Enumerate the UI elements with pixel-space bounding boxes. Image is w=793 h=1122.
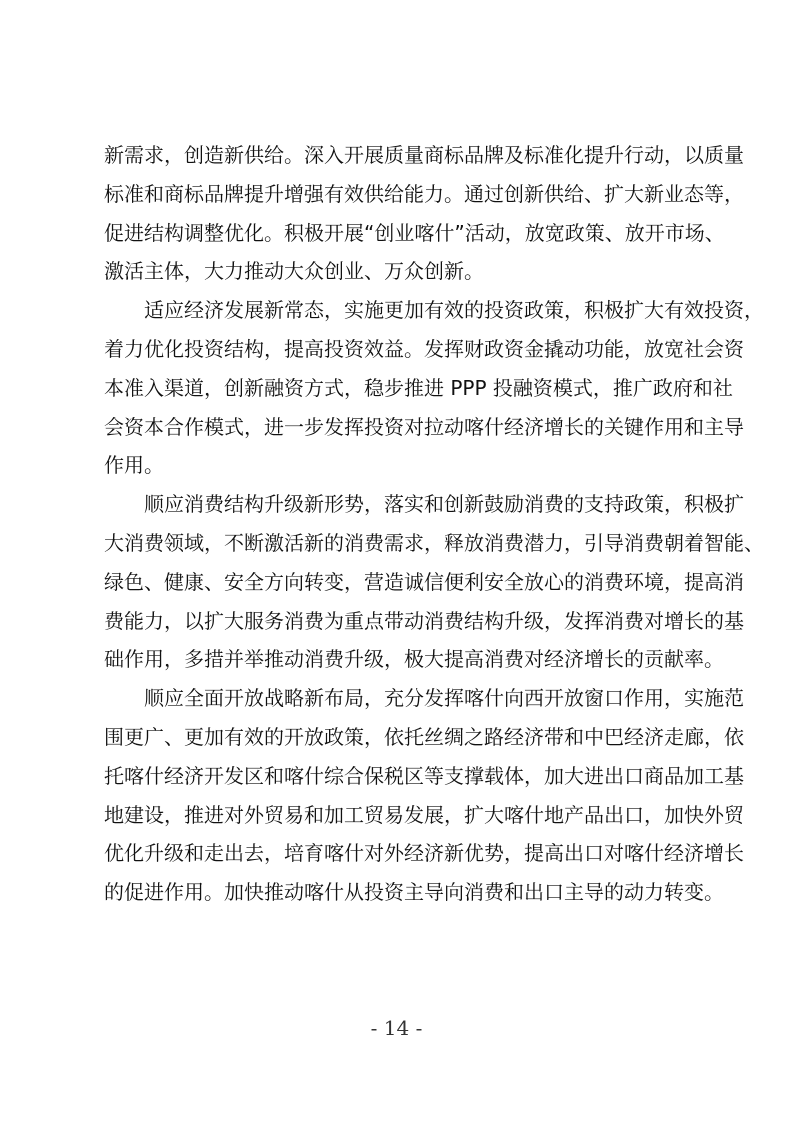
- paragraph-2: [104, 291, 764, 485]
- text-line: 大消费领域，不断激活新的消费需求，释放消费潜力，引导消费朝着智能、: [104, 530, 764, 555]
- text-line: 的促进作用。加快推动喀什从投资主导向消费和出口主导的动力转变。: [104, 880, 724, 905]
- text-line: 顺应消费结构升级新形势，落实和创新鼓励消费的支持政策，积极扩: [104, 492, 744, 517]
- text-line: 绿色、健康、安全方向转变，营造诚信便利安全放心的消费环境，提高消: [104, 569, 744, 594]
- text-line: 新需求，创造新供给。深入开展质量商标品牌及标准化提升行动，以质量: [104, 143, 744, 167]
- text-line: 础作用，多措并举推动消费升级，极大提高消费对经济增长的贡献率。: [104, 647, 724, 672]
- text-line: 顺应全面开放战略新布局，充分发挥喀什向西开放窗口作用，实施范: [104, 686, 744, 711]
- text-line: 地建设，推进对外贸易和加工贸易发展，扩大喀什地产品出口，加快外贸: [104, 802, 744, 827]
- text-line: 促进结构调整优化。积极开展“创业喀什”活动，放宽政策、放开市场、: [104, 220, 725, 245]
- text-line: 适应经济发展新常态，实施更加有效的投资政策，积极扩大有效投资，: [104, 298, 764, 323]
- document-body: [104, 136, 764, 912]
- paragraph-1: [104, 136, 744, 291]
- paragraph-4: [104, 679, 744, 912]
- text-line: 围更广、更加有效的开放政策，依托丝绸之路经济带和中巴经济走廊，依: [104, 724, 744, 749]
- text-line: 着力优化投资结构，提高投资效益。发挥财政资金撬动功能，放宽社会资: [104, 336, 744, 361]
- text-line: 作用。: [104, 453, 164, 478]
- text-line: 激活主体，大力推动大众创业、万众创新。: [104, 259, 484, 284]
- text-line: 费能力，以扩大服务消费为重点带动消费结构升级，发挥消费对增长的基: [104, 608, 744, 633]
- page-number: - 14 -: [370, 1016, 423, 1040]
- text-line: 优化升级和走出去，培育喀什对外经济新优势，提高出口对喀什经济增长: [104, 841, 744, 866]
- text-line: 会资本合作模式，进一步发挥投资对拉动喀什经济增长的关键作用和主导: [104, 414, 744, 439]
- text-line: 标准和商标品牌提升增强有效供给能力。通过创新供给、扩大新业态等，: [104, 181, 744, 206]
- text-line: 本准入渠道，创新融资方式，稳步推进 PPP 投融资模式，推广政府和社: [104, 375, 733, 400]
- paragraph-3: [104, 485, 764, 679]
- text-line: 托喀什经济开发区和喀什综合保税区等支撑载体，加大进出口商品加工基: [104, 763, 744, 788]
